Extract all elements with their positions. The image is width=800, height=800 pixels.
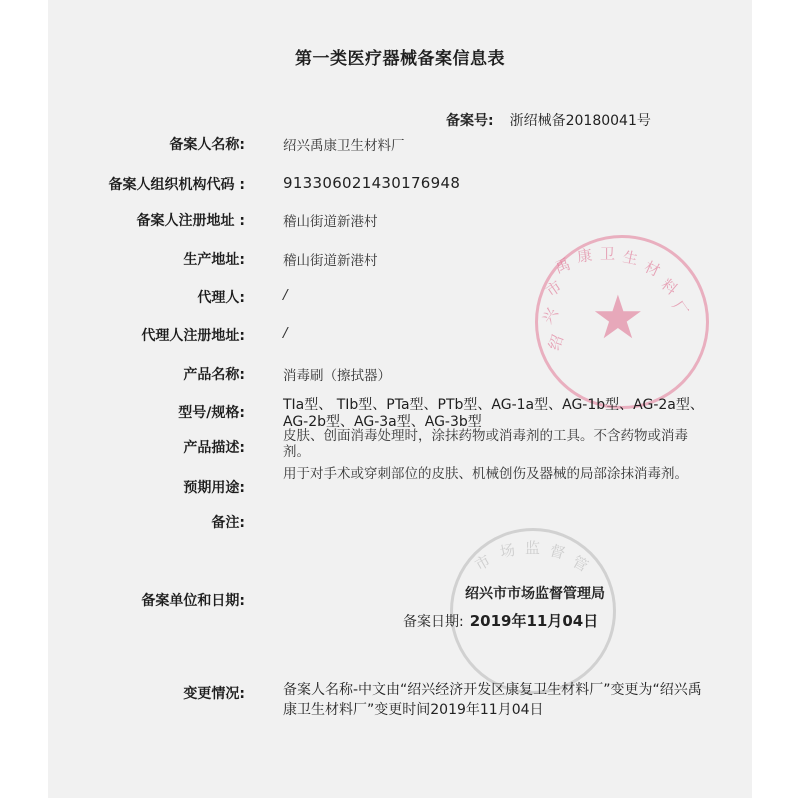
- field-label: 备案单位和日期:: [141, 593, 245, 609]
- field-value: 绍兴禹康卫生材料厂: [283, 138, 405, 154]
- change-text: 备案人名称-中文由“绍兴经济开发区康复卫生材料厂”变更为“绍兴禹康卫生材料厂”变更时间2019年11月04日: [283, 682, 702, 718]
- field-label: 代理人注册地址:: [141, 328, 245, 344]
- field-value: 皮肤、创面消毒处理时，涂抹药物或消毒剂的工具。不含药物或消毒剂。: [283, 428, 688, 460]
- field-value: 稽山街道新港村: [283, 214, 378, 230]
- field-label: 生产地址:: [183, 252, 245, 268]
- field-label: 备案人注册地址 :: [136, 213, 245, 229]
- field-label: 产品描述:: [183, 440, 245, 456]
- agency-seal-text: 监: [525, 539, 541, 557]
- field-value: TIa型、 TIb型、PTa型、PTb型、AG-1a型、AG-1b型、AG-2a型、AG-2b型、AG-3a型、AG-3b型: [283, 397, 704, 430]
- filing-date-value: 2019年11月04日: [469, 612, 599, 630]
- field-value: /: [283, 325, 288, 341]
- filing-agency: 绍兴市市场监督管理局: [465, 586, 605, 602]
- registration-number-value: 浙绍械备20180041号: [509, 113, 651, 129]
- field-value: 稽山街道新港村: [283, 253, 378, 269]
- company-seal-text: 康: [575, 246, 594, 266]
- company-seal-text: 绍: [544, 332, 568, 353]
- company-seal-text: 材: [641, 257, 663, 281]
- company-seal-text: 生: [621, 247, 640, 269]
- star-icon: ★: [591, 283, 645, 353]
- company-seal-text: 卫: [600, 245, 616, 263]
- document-title: 第一类医疗器械备案信息表: [295, 49, 505, 69]
- field-value: 用于对手术或穿刺部位的皮肤、机械创伤及器械的局部涂抹消毒剂。: [283, 466, 688, 482]
- company-seal-text: 兴: [538, 304, 562, 328]
- agency-seal-text: 市: [471, 551, 494, 575]
- field-value: 消毒刷（擦拭器）: [283, 368, 391, 384]
- company-seal-text: 市: [542, 277, 566, 301]
- field-label: 代理人:: [197, 290, 245, 306]
- company-seal-text: 厂: [668, 297, 692, 321]
- field-value: /: [283, 287, 288, 303]
- field-label: 备注:: [211, 515, 245, 531]
- filing-date-label: 备案日期:: [403, 614, 464, 630]
- field-label: 产品名称:: [183, 367, 245, 383]
- agency-seal-text: 督: [547, 541, 567, 563]
- field-value: 913306021430176948: [283, 174, 461, 192]
- field-label: 备案人名称:: [169, 137, 245, 153]
- company-seal-text: 禹: [552, 254, 573, 277]
- registration-number-label: 备案号:: [446, 113, 494, 129]
- field-label: 型号/规格:: [178, 405, 245, 421]
- field-label: 变更情况:: [183, 686, 245, 702]
- agency-seal-text: 管: [569, 552, 592, 576]
- field-label: 预期用途:: [183, 480, 245, 496]
- registration-number: [446, 110, 651, 130]
- company-seal-text: 料: [657, 275, 681, 299]
- agency-seal-text: 场: [498, 540, 517, 562]
- field-label: 备案人组织机构代码 :: [108, 177, 245, 193]
- filing-date: [403, 610, 598, 631]
